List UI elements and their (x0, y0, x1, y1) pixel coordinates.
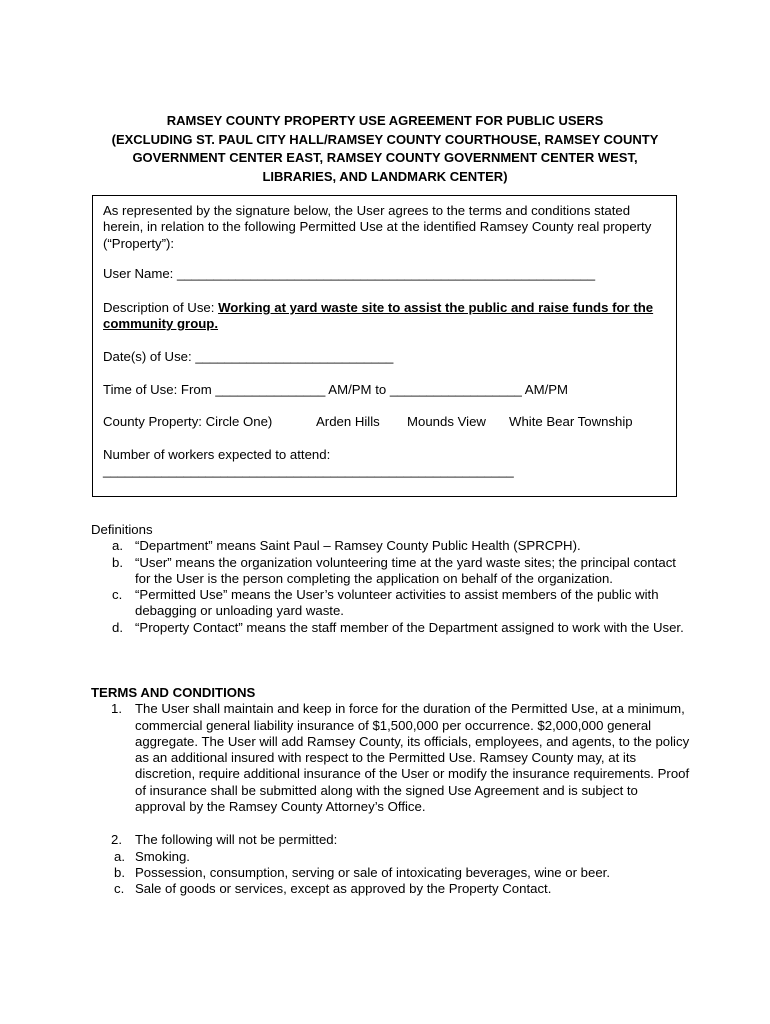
definitions-section (91, 522, 691, 636)
definition-text: “Property Contact” means the staff member of the Department assigned to work with the User. (135, 619, 684, 635)
user-name-field[interactable]: User Name: _________________________________________________________ (103, 266, 596, 281)
definitions-heading: Definitions (91, 522, 153, 537)
definition-item (91, 620, 691, 636)
definition-text: “User” means the organization volunteering time at the yard waste sites; the principal contact for the User is the person completing the application on behalf of the organization. (135, 554, 676, 586)
dates-field[interactable]: Date(s) of Use: ___________________________ (103, 349, 394, 364)
subitem-marker: b. (114, 864, 125, 880)
county-property-row (103, 414, 671, 431)
workers-field[interactable]: ________________________________________________________ (103, 463, 514, 478)
terms-subitem (91, 865, 691, 881)
description-label: Description of Use: (103, 300, 219, 315)
definition-marker: b. (112, 554, 123, 570)
subitem-text: Smoking. (135, 848, 190, 864)
terms-marker: 2. (111, 832, 122, 848)
definition-item (91, 538, 691, 554)
title-line-2: (EXCLUDING ST. PAUL CITY HALL/RAMSEY COUNTY COURTHOUSE, RAMSEY COUNTY (111, 131, 659, 147)
time-field[interactable]: Time of Use: From _______________ AM/PM to __________________ AM/PM (103, 382, 569, 397)
terms-heading: TERMS AND CONDITIONS (91, 685, 256, 700)
terms-marker: 1. (111, 701, 122, 717)
subitem-marker: c. (114, 881, 125, 897)
definition-marker: d. (112, 619, 123, 635)
option-mounds-view[interactable]: Mounds View (407, 414, 486, 429)
title-line-4: LIBRARIES, AND LANDMARK CENTER) (262, 168, 508, 184)
terms-item-1 (91, 701, 691, 815)
terms-text: The User shall maintain and keep in force for the duration of the Permitted Use, at a minimum, commercial general liability insurance of $1,500,000 per occurrence. $2,000,000 general aggregate. The User will add Ramsey County, its officials, employees, and agents, to the policy as an additional insured with respect to the Permitted Use. Ramsey County may, at its discretion, require additional insurance of the User or modify the insurance requirements. Proof of insurance shall be submitted along with the signed Use Agreement and is subject to approval by the Ramsey County Attorney’s Office. (135, 701, 690, 815)
use-form-box (92, 195, 677, 497)
description-of-use (103, 300, 671, 333)
description-value: Working at yard waste site to assist the public and raise funds for the community group. (103, 300, 654, 332)
form-intro: As represented by the signature below, the User agrees to the terms and conditions stated herein, in relation to the following Permitted Use at the identified Ramsey County real property (“Property”): (103, 203, 652, 251)
definition-text: “Permitted Use” means the User’s volunteer activities to assist members of the public with debagging or unloading yard waste. (135, 587, 659, 619)
terms-text: The following will not be permitted: (135, 832, 338, 848)
terms-subitem (91, 881, 691, 897)
terms-subitem (91, 849, 691, 865)
definition-marker: a. (112, 538, 123, 554)
subitem-text: Possession, consumption, serving or sale of intoxicating beverages, wine or beer. (135, 864, 611, 880)
definition-text: “Department” means Saint Paul – Ramsey County Public Health (SPRCPH). (135, 538, 581, 554)
county-property-label: County Property: Circle One) (103, 414, 273, 429)
terms-section (91, 685, 691, 898)
terms-item-2 (91, 832, 691, 848)
subitem-marker: a. (114, 848, 125, 864)
definition-item (91, 555, 691, 588)
subitem-text: Sale of goods or services, except as approved by the Property Contact. (135, 881, 552, 897)
workers-label: Number of workers expected to attend: (103, 447, 331, 462)
document-title (60, 112, 710, 186)
title-line-1: RAMSEY COUNTY PROPERTY USE AGREEMENT FOR PUBLIC USERS (166, 113, 604, 128)
definition-marker: c. (112, 587, 123, 603)
option-white-bear-township[interactable]: White Bear Township (509, 414, 633, 429)
option-arden-hills[interactable]: Arden Hills (316, 414, 380, 429)
title-line-3: GOVERNMENT CENTER EAST, RAMSEY COUNTY GOVERNMENT CENTER WEST, (132, 150, 638, 165)
definition-item (91, 587, 691, 620)
